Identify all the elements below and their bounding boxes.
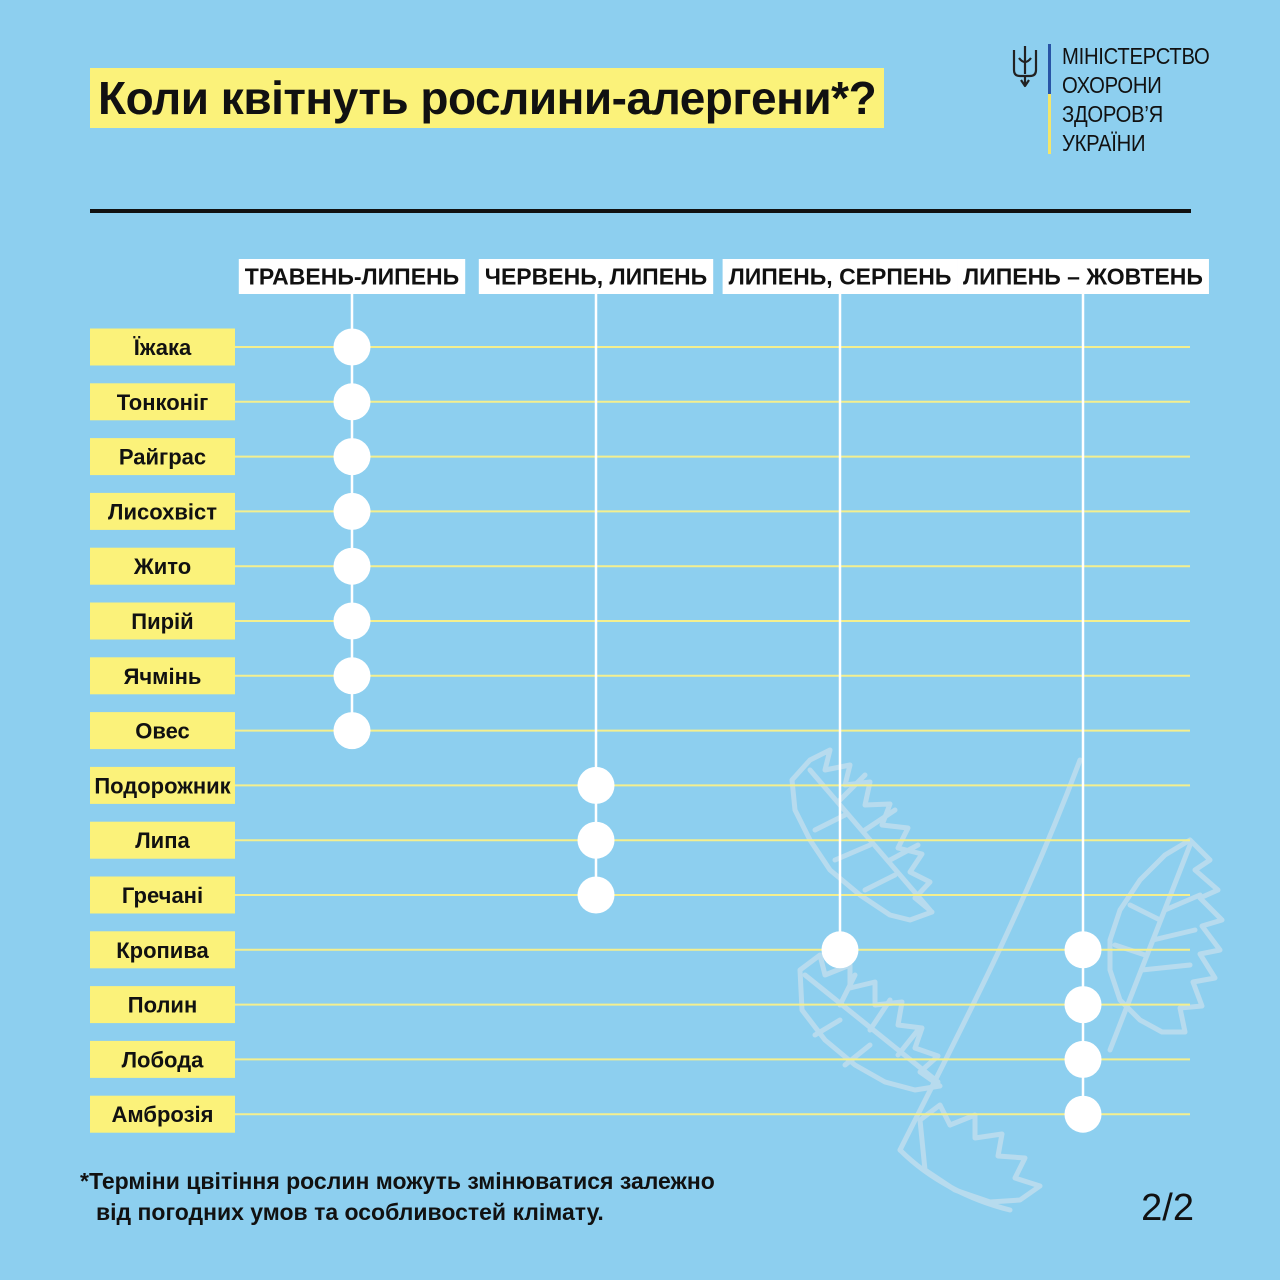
bloom-dot: [822, 931, 859, 968]
row-label: Пирій: [131, 609, 194, 634]
page-title: Коли квітнуть рослини-алергени*?: [90, 68, 884, 128]
bloom-dot: [578, 822, 615, 859]
row-label: Амброзія: [111, 1102, 214, 1128]
column-header: ЛИПЕНЬ – ЖОВТЕНЬ: [963, 263, 1203, 290]
row-label: Тонконіг: [116, 389, 209, 415]
row-label: Подорожник: [94, 773, 231, 799]
page-number: 2/2: [1141, 1187, 1194, 1229]
bloom-dot: [334, 603, 371, 640]
row-label: Ячмінь: [123, 663, 202, 689]
row-label: Лисохвіст: [108, 499, 217, 525]
row-label: Лобода: [121, 1047, 204, 1073]
bloom-dot: [1065, 1096, 1102, 1133]
bloom-dot: [578, 767, 615, 804]
footnote-line-2: від погодних умов та особливостей клімату.: [96, 1199, 604, 1225]
row-label: Полин: [127, 992, 198, 1018]
row-label: Жито: [133, 554, 192, 580]
column-header: ЧЕРВЕНЬ, ЛИПЕНЬ: [484, 263, 708, 290]
row-label: Гречані: [121, 883, 204, 908]
row-label: Овес: [135, 718, 190, 744]
bloom-dot: [334, 657, 371, 694]
footnote-line-1: *Терміни цвітіння рослин можуть змінюватися залежно: [80, 1168, 715, 1194]
bloom-dot: [1065, 986, 1102, 1023]
ministry-name-line: ЗДОРОВ’Я: [1062, 101, 1163, 127]
row-label: Райграс: [118, 444, 207, 470]
bloom-dot: [334, 493, 371, 530]
bloom-dot: [1065, 1041, 1102, 1078]
bloom-dot: [334, 329, 371, 366]
bloom-dot: [334, 548, 371, 585]
bloom-dot: [334, 712, 371, 749]
row-label: Кропива: [116, 937, 209, 963]
row-label: Липа: [135, 828, 190, 854]
footnote: [80, 1166, 780, 1228]
bloom-dot: [578, 877, 615, 914]
bloom-dot: [1065, 931, 1102, 968]
ministry-name-line: МІНІСТЕРСТВО: [1062, 43, 1210, 69]
ministry-name-line: УКРАЇНИ: [1062, 130, 1146, 156]
row-label: Їжака: [133, 335, 192, 360]
column-header: ТРАВЕНЬ-ЛИПЕНЬ: [244, 263, 460, 290]
bloom-dot: [334, 383, 371, 420]
bloom-dot: [334, 438, 371, 475]
column-header: ЛИПЕНЬ, СЕРПЕНЬ: [728, 263, 952, 290]
ministry-name-line: ОХОРОНИ: [1062, 72, 1162, 98]
